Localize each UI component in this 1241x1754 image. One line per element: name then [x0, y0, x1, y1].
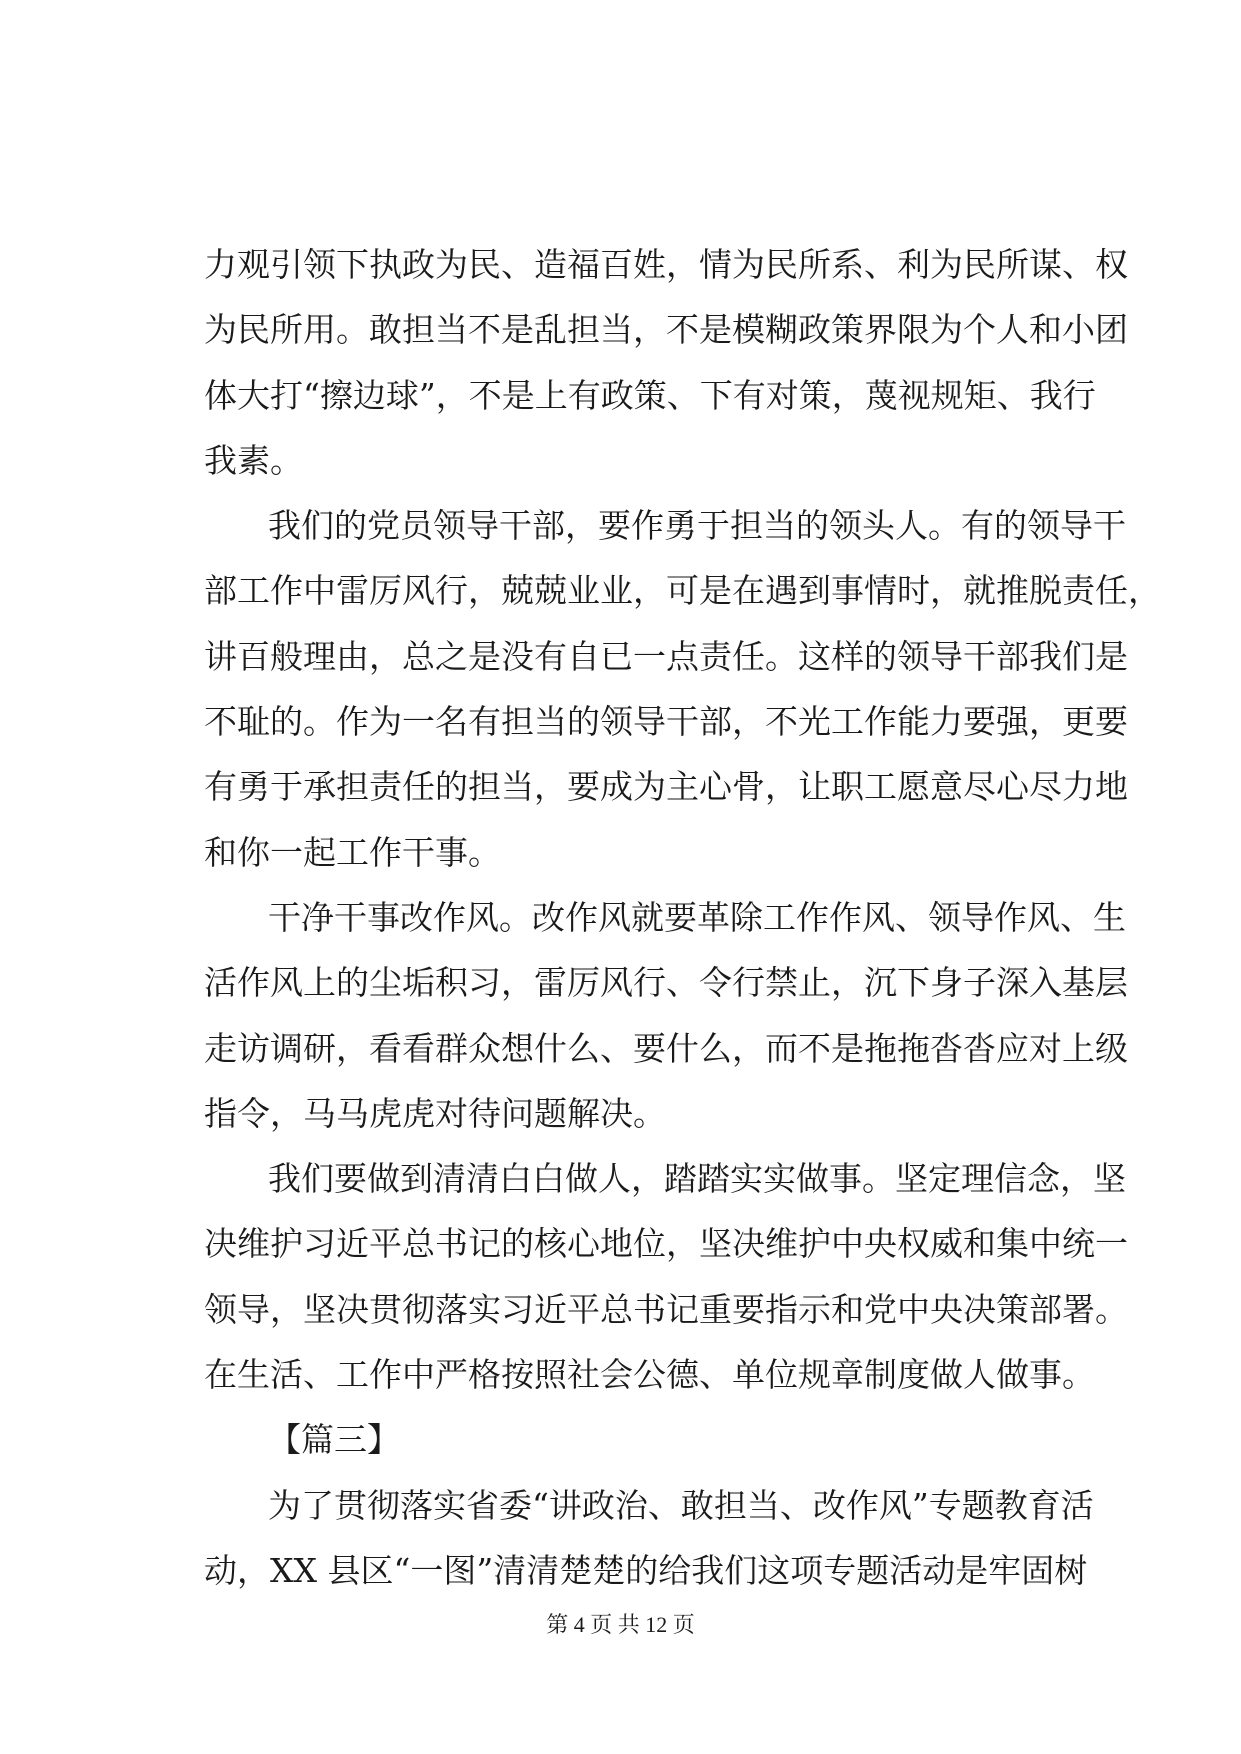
text-line: 有勇于承担责任的担当，要成为主心骨，让职工愿意尽心尽力地: [204, 767, 1128, 807]
text-line: 我素。: [204, 440, 303, 480]
text-line: 不耻的。作为一名有担当的领导干部，不光工作能力要强，更要: [204, 702, 1128, 742]
text-line: 为民所用。敢担当不是乱担当，不是模糊政策界限为个人和小团: [204, 310, 1128, 350]
text-line: 领导，坚决贯彻落实习近平总书记重要指示和党中央决策部署。: [204, 1289, 1128, 1329]
document-body: [204, 232, 1161, 1603]
text-line: 部工作中雷厉风行，兢兢业业，可是在遇到事情时，就推脱责任，: [204, 571, 1161, 611]
text-line: 指令，马马虎虎对待问题解决。: [204, 1093, 666, 1133]
text-line: 在生活、工作中严格按照社会公德、单位规章制度做人做事。: [204, 1355, 1095, 1395]
section-heading: 【篇三】: [268, 1420, 400, 1460]
text-line: 体大打“擦边球”，不是上有政策、下有对策，蔑视规矩、我行: [204, 375, 1096, 415]
text-line: 力观引领下执政为民、造福百姓，情为民所系、利为民所谋、权: [204, 245, 1128, 284]
paragraph-first-line: 干净干事改作风。改作风就要革除工作作风、领导作风、生: [268, 897, 1126, 937]
paragraph-first-line: 为了贯彻落实省委“讲政治、敢担当、改作风”专题教育活: [268, 1485, 1094, 1525]
text-line: 和你一起工作干事。: [204, 832, 501, 872]
paragraph-first-line: 我们要做到清清白白做人，踏踏实实做事。坚定理信念，坚: [268, 1159, 1126, 1199]
paragraph-first-line: 我们的党员领导干部，要作勇于担当的领头人。有的领导干: [268, 506, 1126, 546]
page-number-footer: 第 4 页 共 12 页: [546, 1612, 695, 1637]
text-line: 动，XX 县区“一图”清清楚楚的给我们这项专题活动是牢固树: [204, 1550, 1088, 1590]
text-line: 讲百般理由，总之是没有自已一点责任。这样的领导干部我们是: [204, 636, 1128, 676]
text-line: 走访调研，看看群众想什么、要什么，而不是拖拖沓沓应对上级: [204, 1028, 1128, 1068]
text-line: 决维护习近平总书记的核心地位，坚决维护中央权威和集中统一: [204, 1224, 1128, 1264]
text-line: 活作风上的尘垢积习，雷厉风行、令行禁止，沉下身子深入基层: [204, 963, 1128, 1003]
